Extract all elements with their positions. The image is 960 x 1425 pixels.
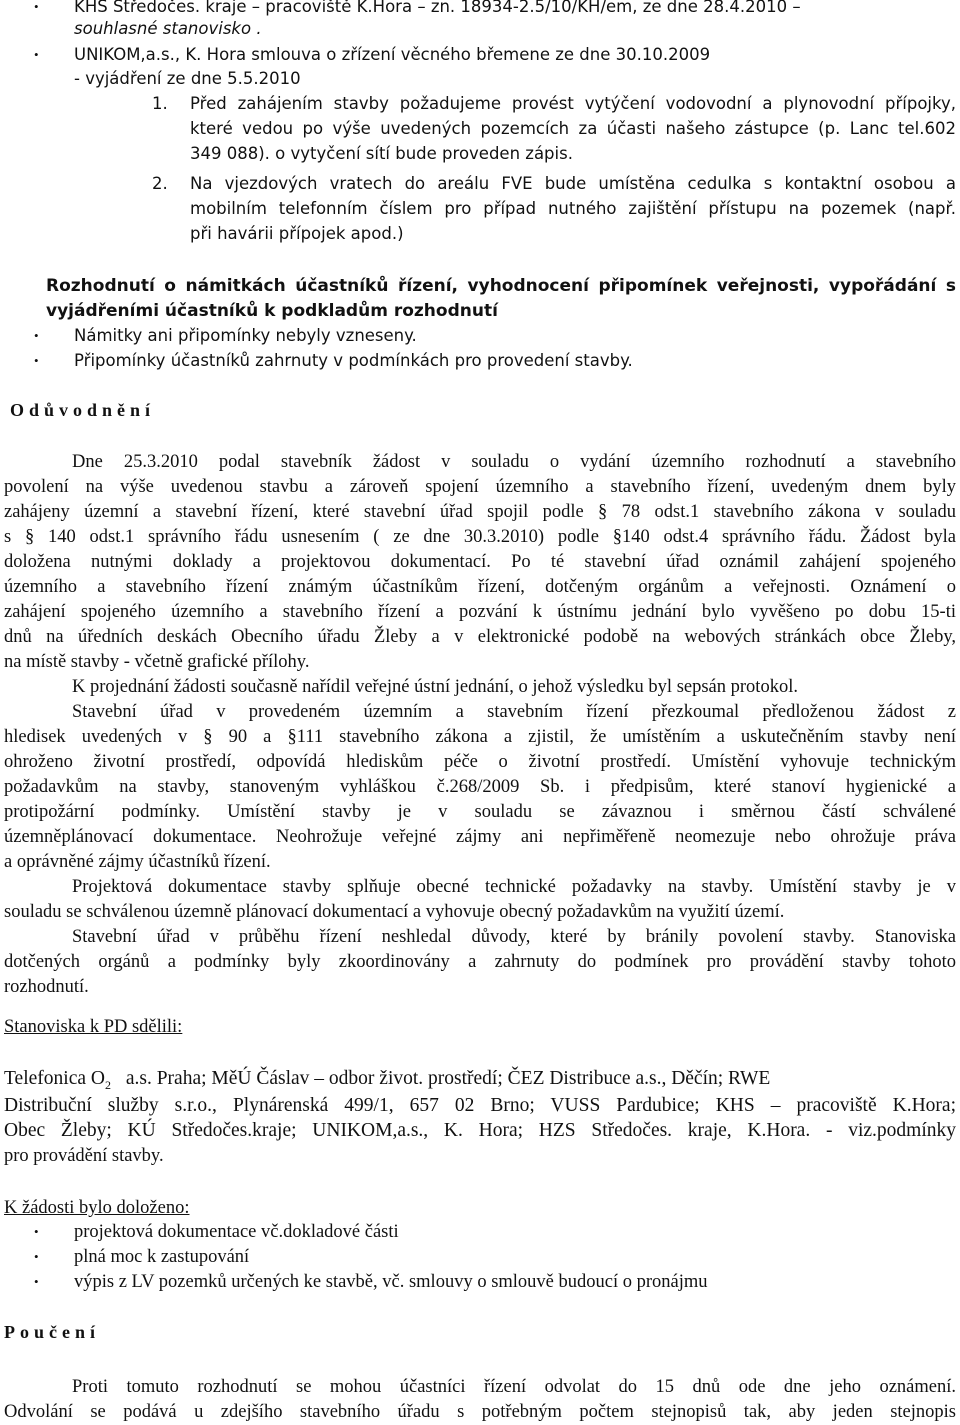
paragraph-line: Dne 25.3.2010 podal stavebník žádost v souladu o vydání územního rozhodnutí a stavebního bbox=[72, 452, 956, 472]
subsection-heading: K žádosti bylo doloženo: bbox=[4, 1198, 190, 1218]
list-item: Námitky ani připomínky nebyly vzneseny. bbox=[74, 326, 417, 345]
numbered-item-text: které vedou po výše uvedených pozemcích za účasti našeho zástupce (p. Lanc tel.602 bbox=[190, 119, 956, 138]
numbered-item-text: 349 088). o vytyčení sítí bude proveden zápis. bbox=[190, 144, 573, 163]
list-item-continuation: souhlasné stanovisko . bbox=[74, 19, 262, 38]
numbered-item-number: 1. bbox=[152, 94, 168, 113]
paragraph-line: Obec Žleby; KÚ Středočes.kraje; UNIKOM,a.s., K. Hora; HZS Středočes. kraje, K.Hora. - viz.podmínky bbox=[4, 1120, 956, 1141]
section-heading: Rozhodnutí o námitkách účastníků řízení, vyhodnocení připomínek veřejnosti, vypořádání s bbox=[46, 276, 956, 296]
paragraph-line: doložena nutnými doklady a projektovou dokumentací. Po té stavební úřad oznámil zahájení spojeného bbox=[4, 552, 956, 572]
list-item-continuation: - vyjádření ze dne 5.5.2010 bbox=[74, 69, 301, 88]
bullet-marker: • bbox=[34, 1224, 39, 1239]
section-heading-pouceni: Poučení bbox=[4, 1322, 100, 1342]
paragraph-line: územněplánovací dokumentace. Neohrožuje veřejné zájmy ani nepřiměřeně neomezuje nebo ohrožuje práva bbox=[4, 827, 956, 847]
numbered-item-number: 2. bbox=[152, 174, 168, 193]
subsection-heading: Stanoviska k PD sdělili: bbox=[4, 1017, 183, 1037]
paragraph-line: a oprávněné zájmy účastníků řízení. bbox=[4, 852, 271, 872]
bullet-marker: • bbox=[34, 47, 39, 62]
paragraph-line: územního a stavebního řízení známým účastníkům řízení, dotčeným orgánům a veřejnosti. Oznámení o bbox=[4, 577, 956, 597]
paragraph-line: dotčených orgánů a podmínky byly zkoordinovány a zahrnuty do podmínek pro provádění stavby tohoto bbox=[4, 952, 956, 972]
paragraph-line: rozhodnutí. bbox=[4, 977, 89, 997]
bullet-marker: • bbox=[34, 353, 39, 368]
paragraph-line: dnů na úředních deskách Obecního úřadu Žleby a v elektronické podobě na webových stránkách obce Žleby, bbox=[4, 627, 956, 647]
paragraph-line: K projednání žádosti současně nařídil veřejné ústní jednání, o jehož výsledku byl sepsán protokol. bbox=[72, 677, 798, 697]
paragraph-line bbox=[4, 1067, 956, 1097]
paragraph-line: s § 140 odst.1 správního řádu usnesením ( ze dne 30.3.2010) podle §140 odst.4 správního řádu. Žádost byla bbox=[4, 527, 956, 547]
bullet-marker: • bbox=[34, 328, 39, 343]
numbered-item-text: mobilním telefonním číslem pro případ nutného zajištění přístupu na pozemek (např. bbox=[190, 199, 956, 218]
paragraph-line: ohroženo životní prostředí, odpovídá hlediskům péče o životní prostředí. Umístění vyhovuje technickým bbox=[4, 752, 956, 772]
list-item: Připomínky účastníků zahrnuty v podmínkách pro provedení stavby. bbox=[74, 351, 633, 370]
list-item: KHS Středočes. kraje – pracoviště K.Hora – zn. 18934-2.5/10/KH/em, ze dne 28.4.2010 – bbox=[74, 0, 801, 16]
subscript: 2 bbox=[104, 1077, 111, 1092]
bullet-marker: • bbox=[34, 0, 39, 14]
paragraph-line: Odvolání se podává u zdejšího stavebního úřadu s potřebným počtem stejnopisů tak, aby jeden stejnopis bbox=[4, 1402, 956, 1422]
paragraph-line: Stavební úřad v průběhu řízení neshledal důvody, které by bránily povolení stavby. Stanoviska bbox=[72, 927, 956, 947]
section-heading: vyjádřeními účastníků k podkladům rozhodnutí bbox=[46, 301, 498, 321]
paragraph-line: zahájeny územní a stavební řízení, které stavební úřad spojil podle § 78 odst.1 stavebního zákona v souladu bbox=[4, 502, 956, 522]
paragraph-line: Projektová dokumentace stavby splňuje obecné technické požadavky na stavby. Umístění stavby je v bbox=[72, 877, 956, 897]
text-fragment: Telefonica O bbox=[4, 1068, 105, 1089]
numbered-item-text: Na vjezdových vratech do areálu FVE bude umístěna cedulka s kontaktní osobou a bbox=[190, 174, 956, 193]
list-item: plná moc k zastupování bbox=[74, 1247, 250, 1267]
paragraph-line: Stavební úřad v provedeném územním a stavebním řízení přezkoumal předloženou žádost z bbox=[72, 702, 956, 722]
text-fragment: a.s. Praha; MěÚ Čáslav – odbor život. prostředí; ČEZ Distribuce a.s., Děčín; RWE bbox=[125, 1068, 771, 1089]
bullet-marker: • bbox=[34, 1249, 39, 1264]
bullet-marker: • bbox=[34, 1274, 39, 1289]
paragraph-line: povolení na výše uvedenou stavbu a zároveň spojení územního a stavebního řízení, uvedeným dnem byly bbox=[4, 477, 956, 497]
paragraph-line: protipožární podmínky. Umístění stavby je v souladu se závaznou i směrnou částí schválené bbox=[4, 802, 956, 822]
paragraph-line: požadavkům na stavby, stanoveným vyhláškou č.268/2009 Sb. i předpisům, které stanoví hygienické a bbox=[4, 777, 956, 797]
list-item: projektová dokumentace vč.dokladové části bbox=[74, 1222, 399, 1242]
paragraph-line: na místě stavby - včetně grafické přílohy. bbox=[4, 652, 310, 672]
section-heading-oduvodneni: Odůvodnění bbox=[10, 400, 156, 420]
paragraph-line: hledisek uvedených v § 90 a §111 stavebního zákona a zjistil, že umístěním a uskutečněním stavby není bbox=[4, 727, 956, 747]
numbered-item-text: při havárii přípojek apod.) bbox=[190, 224, 404, 243]
paragraph-line: Proti tomuto rozhodnutí se mohou účastníci řízení odvolat do 15 dnů ode dne jeho oznámení. bbox=[72, 1377, 956, 1397]
paragraph-line: zahájení spojeného územního a stavebního řízení a pozvání k ústnímu jednání bylo vyvěšeno po dobu 15-ti bbox=[4, 602, 956, 622]
paragraph-line: Distribuční služby s.r.o., Plynárenská 499/1, 657 02 Brno; VUSS Pardubice; KHS – pracoviště K.Hora; bbox=[4, 1095, 956, 1116]
paragraph-line: souladu se schválenou územně plánovací dokumentací a vyhovuje obecný požadavkům na využití území. bbox=[4, 902, 785, 922]
paragraph-line: pro provádění stavby. bbox=[4, 1146, 164, 1166]
list-item: UNIKOM,a.s., K. Hora smlouva o zřízení věcného břemene ze dne 30.10.2009 bbox=[74, 45, 711, 64]
list-item: výpis z LV pozemků určených ke stavbě, vč. smlouvy o smlouvě budoucí o pronájmu bbox=[74, 1272, 708, 1292]
numbered-item-text: Před zahájením stavby požadujeme provést vytýčení vodovodní a plynovodní přípojky, bbox=[190, 94, 956, 113]
